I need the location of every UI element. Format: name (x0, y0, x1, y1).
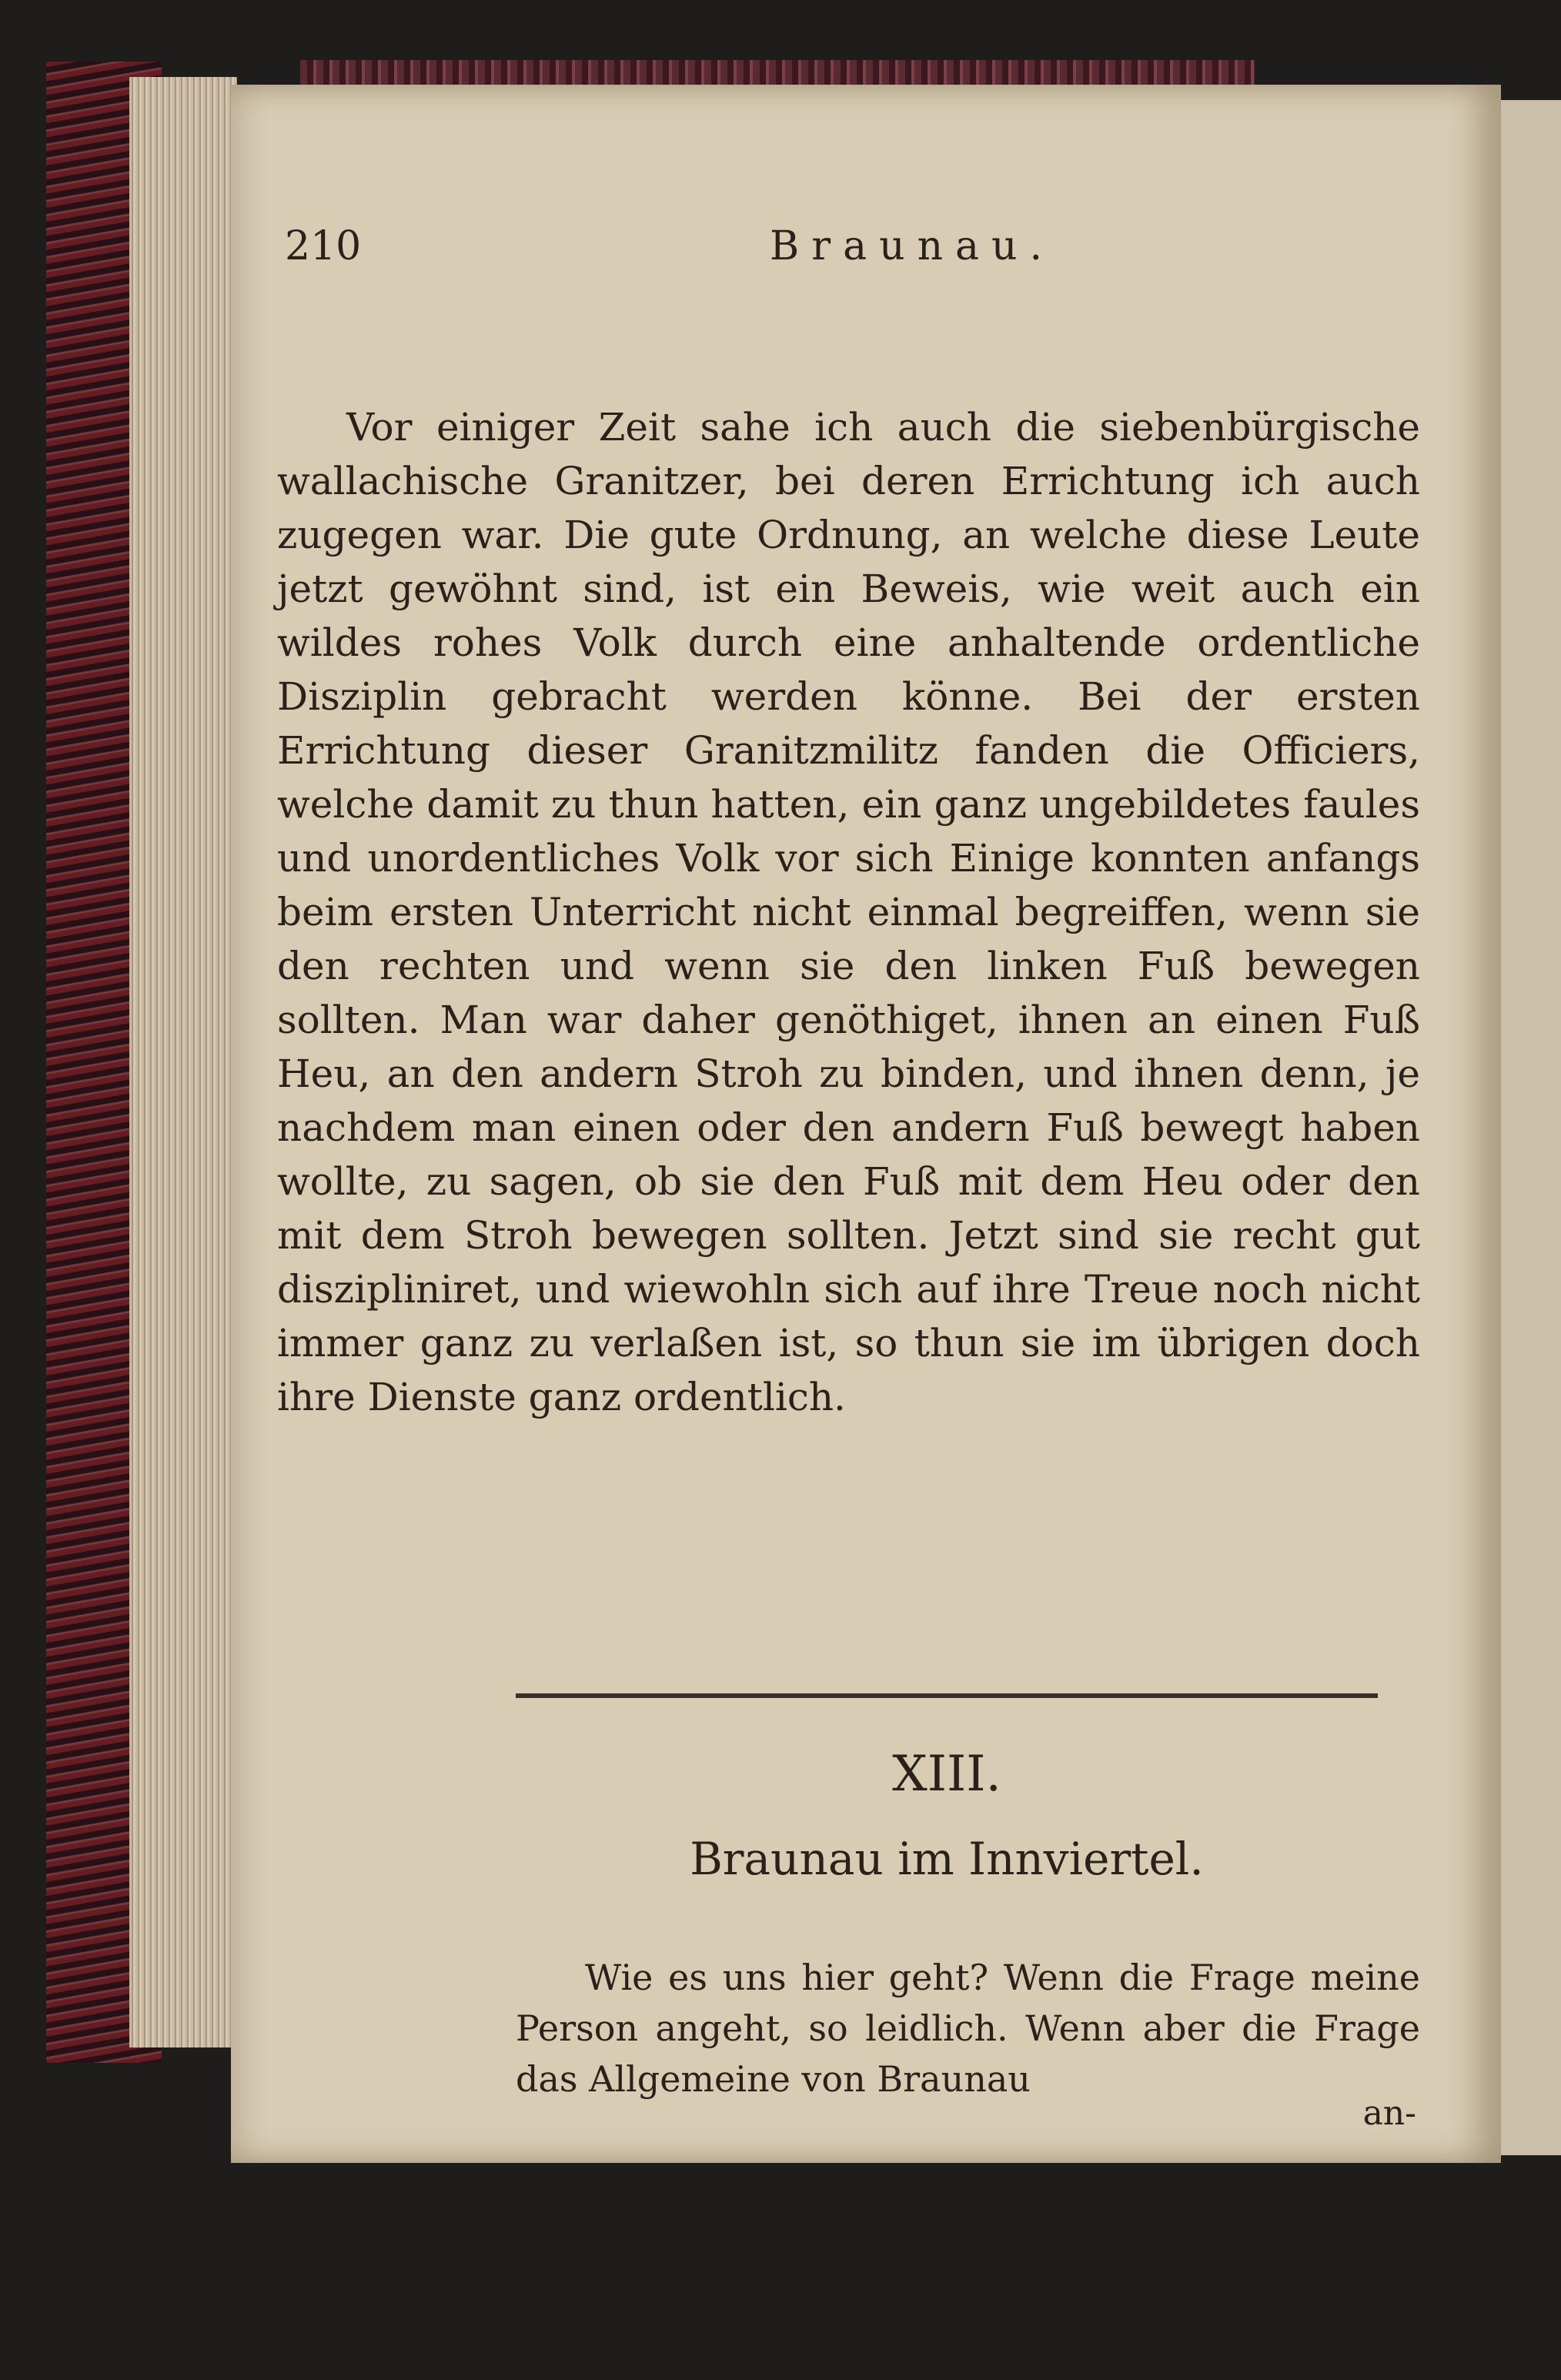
running-title: Braunau. (770, 223, 1055, 269)
page-edges (129, 77, 237, 2047)
section-paragraph: Wie es uns hier geht? Wenn die Frage meine Person angeht, so leidlich. Wenn aber die Frage das Allgemeine von Braunau (516, 1957, 1420, 2100)
section-number: XIII. (892, 1746, 1001, 1803)
section-title: Braunau im Innviertel. (690, 1833, 1204, 1885)
page-header (285, 223, 1201, 285)
section-divider (516, 1693, 1378, 1698)
facing-page-edge (1493, 100, 1561, 2155)
body-paragraph: Vor einiger Zeit sahe ich auch die siebenbürgische wallachische Granitzer, bei deren Errichtung ich auch zugegen war. Die gute Ordnung, an welche diese Leute jetzt gewöhnt sind, ist ein Beweis, wie weit auch ein wildes rohes Volk durch eine anhaltende ordentliche Disziplin gebracht werden könne. Bei der ersten Errichtung dieser Granitzmilitz fanden die Officiers, welche damit zu thun hatten, ein ganz ungebildetes faules und unordentliches Volk vor sich Einige konnten anfangs beim ersten Unterricht nicht einmal begreiffen, wenn sie den rechten und wenn sie den linken Fuß bewegen sollten. Man war daher genöthiget, ihnen an einen Fuß Heu, an den andern Stroh zu binden, und ihnen denn, je nachdem man einen oder den andern Fuß bewegt haben wollte, zu sagen, ob sie den Fuß mit dem Heu oder den mit dem Stroh bewegen sollten. Jetzt sind sie recht gut diszipliniret, und wiewohln sich auf ihre Treue noch nicht immer ganz zu verlaßen ist, so thun sie im übrigen doch ihre Dienste ganz ordentlich. (277, 405, 1420, 1419)
catchword: an- (1362, 2094, 1416, 2133)
page-number: 210 (285, 223, 362, 269)
